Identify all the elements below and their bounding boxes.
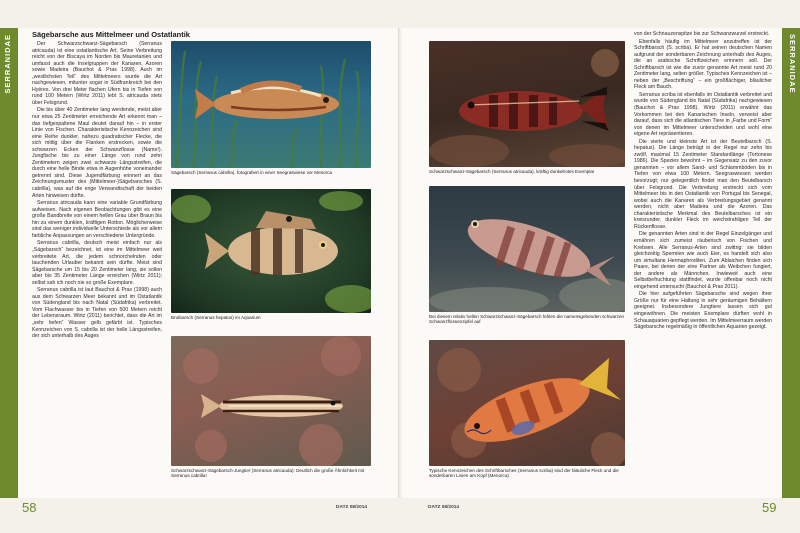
paragraph: Der Schwarzschwanz-Sägebarsch (Serranus atricauda) ist eine ostatlantische Art. Seine Verbreitung reicht von der Biscaya im Norden bis Mauretanien und umfasst auch die Inselgruppen der Kanaren, Azoren sowie Madeira (Bauchot & Pras 1998). Auch im „westlichsten Teil“ des Mittelmeers wurde die Art nachgewiesen, mitunter sogar in Südfrankreich bei den Hyères. Von drei Meter flachen Ufern bis in Tiefen von rund 100 Metern (Wirtz 2011) lebt S. atricauda stets über Felsgrund. <box>32 41 162 106</box>
right-section-sidebar <box>782 28 800 498</box>
paragraph: Die genannten Arten sind in der Regel Einzelgänger und ernähren sich zumeist räuberisch von Fischen und Krebsen. Alle Serranus-Arten sind zwittrig: sie bilden gleichzeitig Spermien wie auch Eier, es handelt sich also um simultane Hermaphroditen. Zum Ablaichen finden sich Paare, bei denen der eine Partner als Weibchen fungiert, der andere als Männchen. Inwieweit auch eine Selbstbefruchtung stattfindet, wurde offenbar noch nicht eingehend untersucht (Bauchot & Pras 2011). <box>634 231 772 290</box>
photo-caption: Schwarzschwanz-Sägebarsch-Jungtier (Serranus atricauda): Deutlich die große Ähnlichkeit mit Serranus cabrilla! <box>171 468 365 479</box>
right-text-column <box>634 31 772 481</box>
section-label-right: SERRANIDAE <box>788 34 797 94</box>
footer-right: DATZ 08/2014 <box>428 505 460 510</box>
photo-serranus-atricauda-pale <box>429 186 625 312</box>
photo-caption: Brutbarsch (Serranus hepatus) im Aquarium <box>171 315 261 320</box>
left-section-sidebar <box>0 28 18 498</box>
photo-caption: Bei diesem relativ hellen Schwarzschwanz-Sägebarsch fehlen die namensgebenden schwarzen Schwanzflossenzipfel auf <box>429 314 625 325</box>
photo-serranus-scriba <box>429 340 625 466</box>
photo-serranus-cabrilla <box>171 41 371 168</box>
left-text-column <box>32 41 162 483</box>
paragraph: Die bis über 40 Zentimeter lang werdende, meist aber nur etwa 25 Zentimeter erreichende Art erkennt man – das tiefgespaltene Maul deutet darauf hin – in erster Linie von Fischen. Charakteristische Kennzeichen sind eine Reihe dunkler, nahezu quadratischer Flecke, die sich mittig über die Flanken erstrecken, sowie die schwarzen Ecken der Schwanzflosse (Name!). Jungfische bis zu einer Länge von rund zehn Zentimetern zeigen zwei schwarze Längsstreifen, die durch eine helle Binde etwa in Augenhöhe voneinander getrennt sind. Diese Jugendfärbung erinnert an das Zeichnungsmuster des (Mittelmeer-)Sägebarsches (S. cabrilla), was auf die enge Verwandtschaft der beiden Arten hinweisen dürfte. <box>32 107 162 199</box>
page-number-right: 59 <box>762 500 777 515</box>
paragraph: Ebenfalls häufig im Mittelmeer anzutreffen ist der Schriftbarsch (S. scriba). Er hat seinen deutschen Namen aufgrund der sonderbaren Zeichnung unterhalb des Auges, die an arabische Schriftzeichen erinnern soll. Der Schriftbarsch ist wie die zuvor genannte Art meist rund 20 Zentimeter lang, selten größer. Typisches Kennzeichen ist – neben der „Beschriftung“ – ein großflächiger, bläulicher Fleck am Bauch. <box>634 38 772 91</box>
photo-serranus-atricauda-red <box>429 41 625 167</box>
paragraph: Serranus atricauda kann eine variable Grundfärbung aufweisen. Nach eigenen Beobachtungen gibt es eine große Bandbreite von einem hellen Grau über Braun bis hin zu einem dunklen, kräftigen Rotton. Möglicherweise sind das weniger individuelle Unterschiede als vor allem farbliche Anpassungen an verschiedene Untergründe. <box>32 200 162 239</box>
paragraph: Serranus cabrilla ist laut Bauchot & Pras (1998) auch aus dem Schwarzen Meer bekannt und im Ostatlantik von Südengland bis nach Natal (Südafrika) verbreitet. Vom Flachwasser bis in Tiefen von 500 Metern reicht der Lebensraum. Wirtz (2011) berichtet, dass die Art im „sehr tiefen“ Wasser gelb gefärbt ist. Typisches Kennzeichen von S. cabrilla ist der helle Längsstreifen, der sich unterhalb des Auges <box>32 287 162 340</box>
paragraph: von der Schnauzenspitze bis zur Schwanzwurzel erstreckt. <box>634 31 770 37</box>
section-label: SERRANIDAE <box>3 34 12 94</box>
photo-caption: Sägebarsch (Serranus cabrilla), fotografiert in einer Seegraswiese vor Menorca <box>171 170 333 175</box>
paragraph: Die hier aufgeführten Sägebarsche sind wegen ihrer Größe nur für eine Haltung in sehr geräumigen Behältern geeignet. Insbesondere Jungtiere lassen sich gut eingewöhnen. Die meisten Exemplare dürften wohl in Schauaquarien gepflegt werden. Im Mittelmeerraum werden Sägebarsche regelmäßig in öffentlichen Aquarien gezeigt. <box>634 291 772 331</box>
paragraph: Serranus scriba ist ebenfalls im Ostatlantik verbreitet und wurde von Südengland bis Natal (Südafrika) nachgewiesen (Bauchot & Pras 1998). Wirtz (2011) erwähnt das Vorkommen bei den Kanarischen Inseln, verweist aber darauf, dass sich die atlantischen Tiere in „Farbe und Form“ von denen im Mittelmeer unterscheiden und wohl eine eigene Art repräsentieren. <box>634 91 772 138</box>
paragraph: Serranus cabrilla, deutsch meist einfach nur als „Sägebarsch“ bezeichnet, ist eine im Mittelmeer weit verbreitete Art, die jedem schnorchelnden oder tauchenden Urlauber bekannt sein dürfte. Meist sind Sägebarsche um 15 bis 20 Zentimeter lang, sie sollen aber bis 35 Zentimeter Länge erreichen (Wirtz 2011); selbst sah ich noch nie so große Exemplare. <box>32 240 162 286</box>
photo-caption: Typische Kennzeichen des Schriftbarsches (Serranus scriba) sind der bläuliche Fleck und die sonderbaren Linien am Kopf (Menorca) <box>429 468 619 479</box>
page-number-left: 58 <box>22 500 37 515</box>
paragraph: Die vierte und kleinste Art ist der Beutelbarsch (S. hepatus). Die Länge beträgt in der Regel nur zehn bis zwölf, maximal 15 Zentimeter Standardlänge (Tortonese 1986). Die Spezies bewohnt – im Gegensatz zu den zuvor genannten – vor allem Sand- und Schlammböden bis in Tiefen von etwa 100 Metern. Seegraswiesen werden bevorzugt; nur gelegentlich findet man den Beutelbarsch über Felsgrund. Die Verbreitung erstreckt sich vom Mittelmeer bis in den Ostatlantik von Portugal bis Senegal, wobei auch die Kanaren als Verbreitungsgebiet genannt werden, nicht aber Madeira und die Azoren. Das charakteristische Merkmal des Beutelbarsches ist ein kreisrunder, dunkler Fleck im weichstrahligen Teil der Rückenflosse. <box>634 138 772 230</box>
photo-serranus-atricauda-juvenile <box>171 336 371 466</box>
footer-left: DATZ 08/2014 <box>336 505 368 510</box>
article-heading: Sägebarsche aus Mittelmeer und Ostatlantik <box>32 30 190 39</box>
photo-serranus-hepatus <box>171 189 371 313</box>
photo-caption: Schwarzschwanz-Sägebarsch (Serranus atricauda), kräftig dunkelrotes Exemplar <box>429 169 595 174</box>
